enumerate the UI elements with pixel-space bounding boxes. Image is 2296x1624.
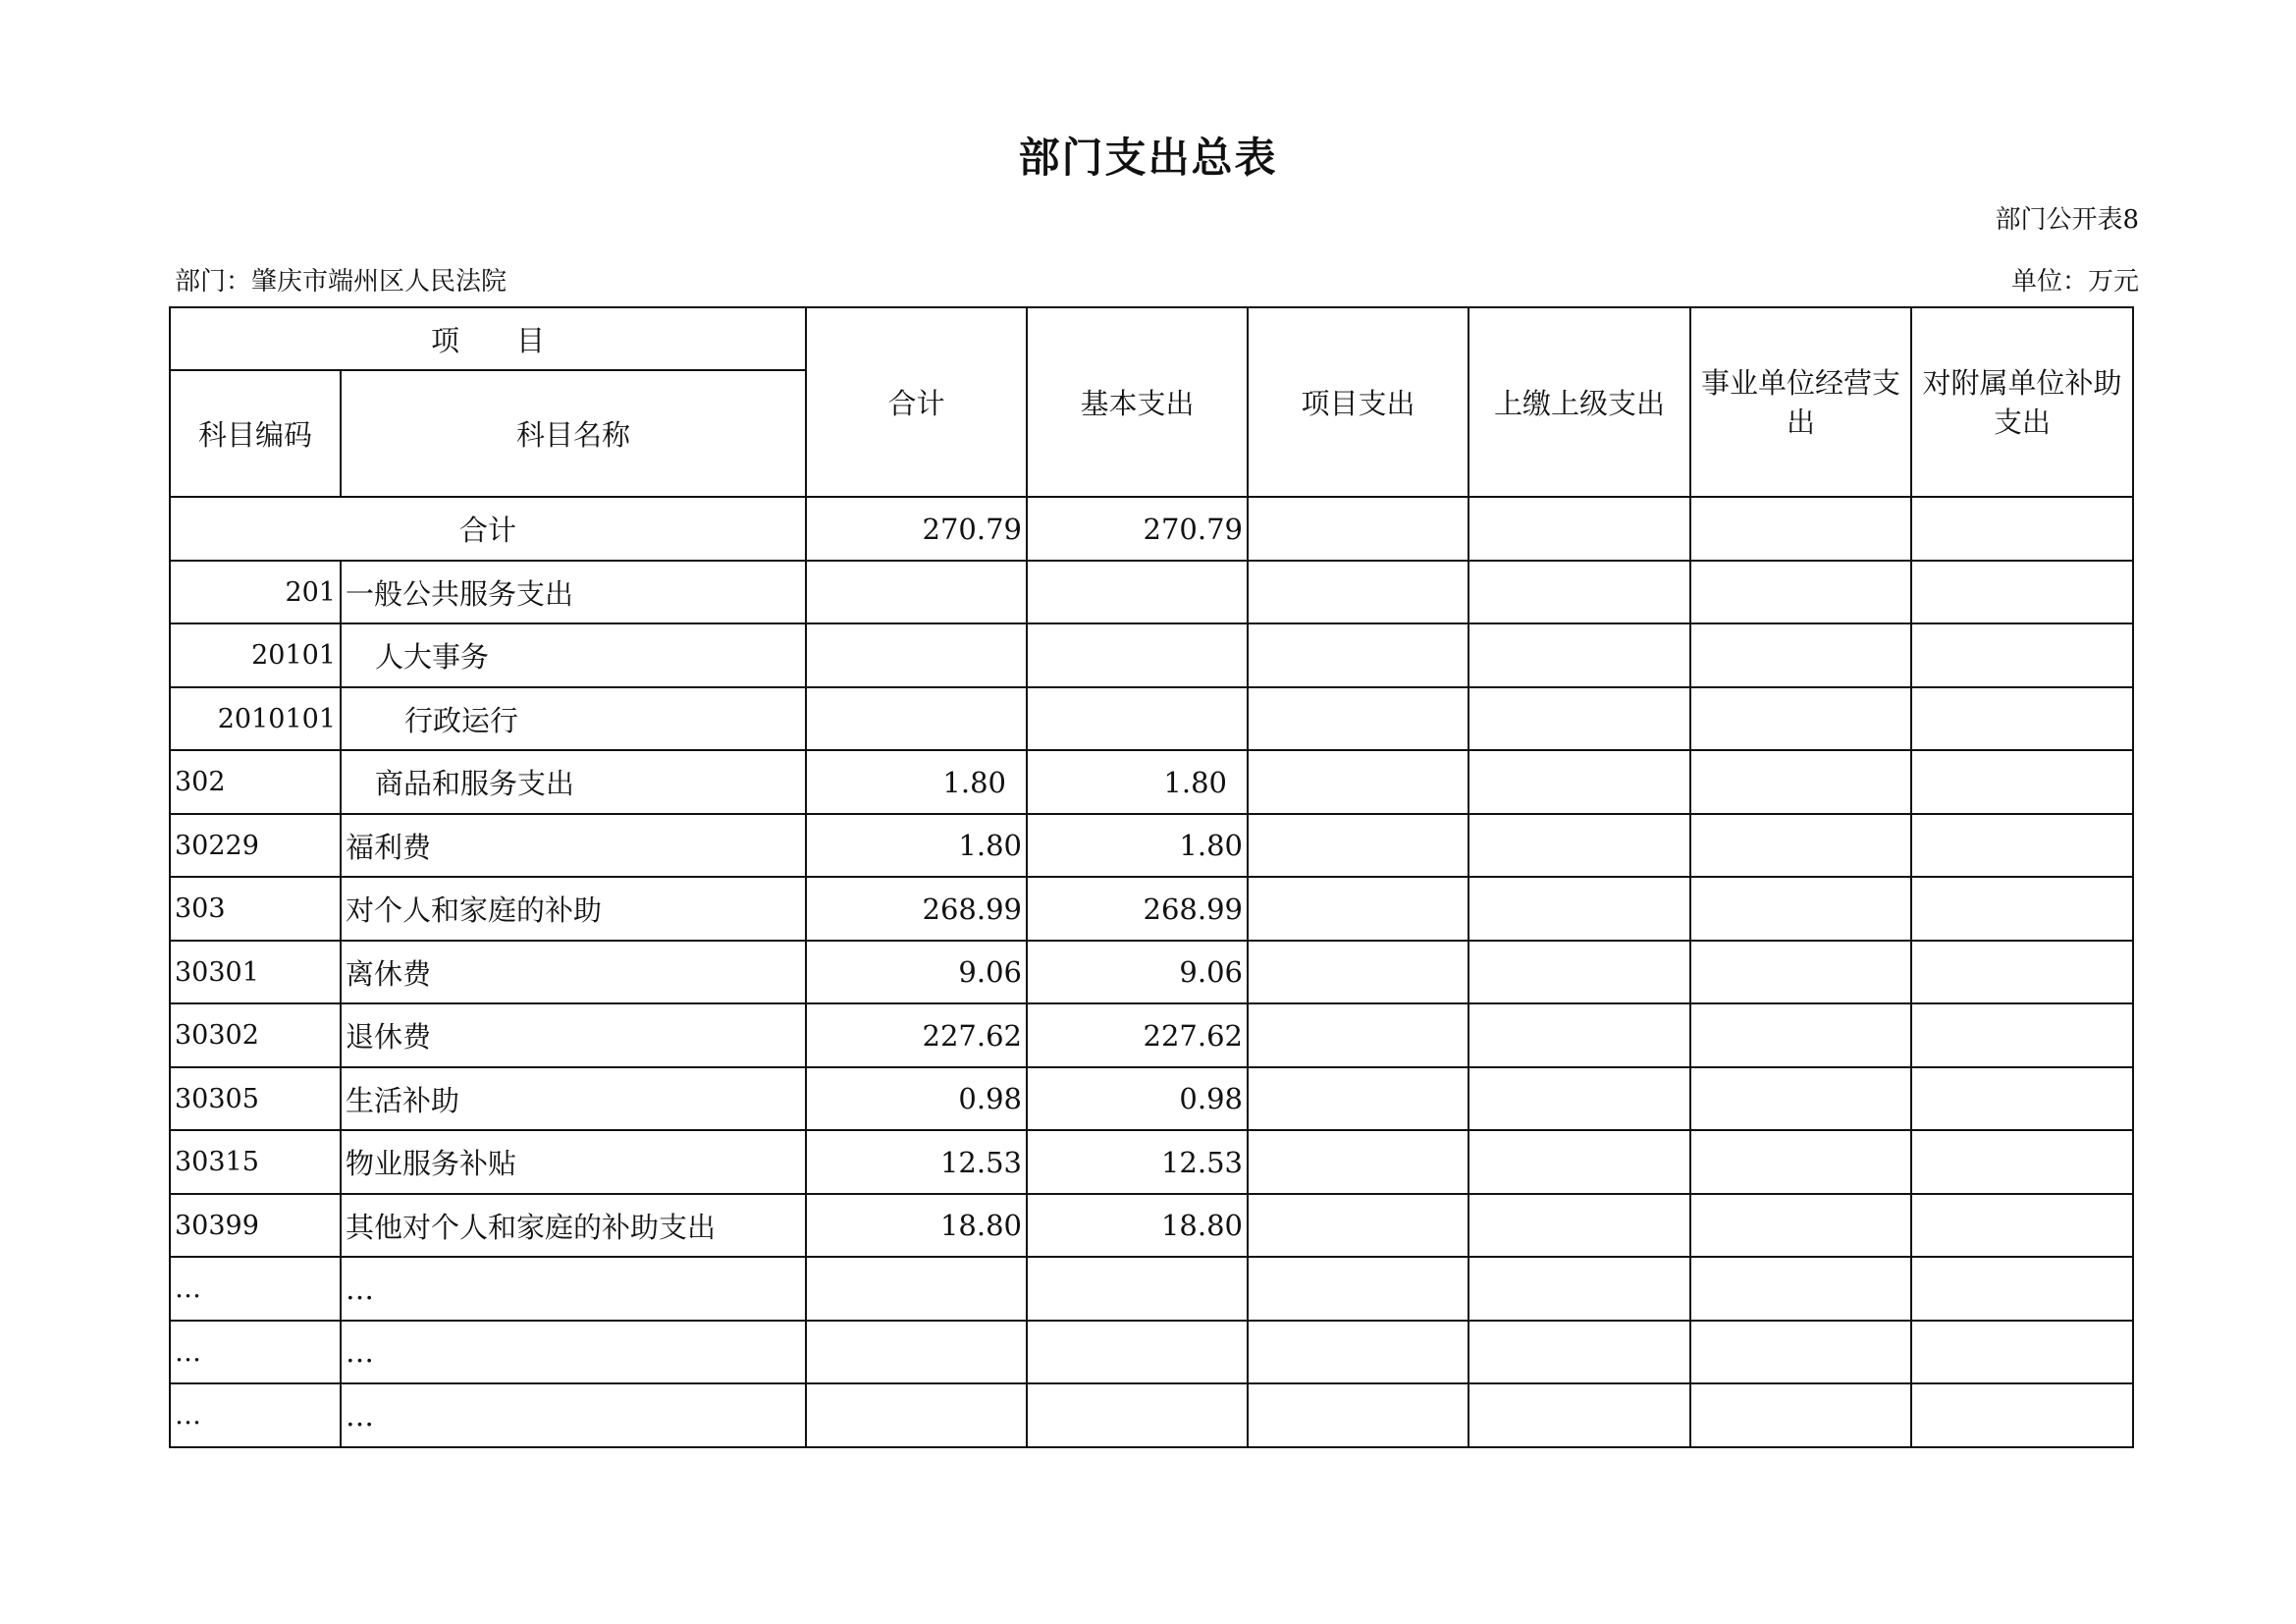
row-basic: 0.98 [1027, 1067, 1248, 1130]
row-basic: 227.62 [1027, 1003, 1248, 1067]
row-empty [1468, 877, 1690, 941]
row-total: 227.62 [806, 1003, 1027, 1067]
row-empty [1248, 1321, 1468, 1383]
row-basic: 9.06 [1027, 941, 1248, 1003]
row-basic: 12.53 [1027, 1130, 1248, 1194]
row-empty [1690, 687, 1911, 750]
row-empty [1911, 814, 2133, 877]
row-empty [1248, 877, 1468, 941]
department-label: 部门： [175, 267, 252, 297]
row-code: 30399 [170, 1194, 341, 1257]
row-empty [1248, 687, 1468, 750]
row-name: 对个人和家庭的补助 [341, 877, 806, 941]
row-total: 12.53 [806, 1130, 1027, 1194]
table-row [170, 1067, 2133, 1130]
row-basic [1027, 1257, 1248, 1321]
row-name: 一般公共服务支出 [341, 561, 806, 623]
row-name: 生活补助 [341, 1067, 806, 1130]
unit-line [2011, 261, 2139, 298]
row-empty [1690, 1067, 1911, 1130]
header-project-expenditure: 项目支出 [1248, 307, 1468, 497]
total-row-empty [1690, 497, 1911, 561]
row-code: 302 [170, 750, 341, 814]
row-empty [1468, 941, 1690, 1003]
row-code: 303 [170, 877, 341, 941]
table-row [170, 750, 2133, 814]
row-empty [1248, 941, 1468, 1003]
row-empty [1911, 1194, 2133, 1257]
row-total [806, 1383, 1027, 1447]
row-total [806, 623, 1027, 687]
row-basic [1027, 687, 1248, 750]
department-line [175, 261, 507, 298]
row-code: 30305 [170, 1067, 341, 1130]
row-empty [1248, 1067, 1468, 1130]
row-basic [1027, 561, 1248, 623]
expenditure-table [169, 306, 2134, 1448]
header-subsidiary-expenditure: 对附属单位补助支出 [1911, 307, 2133, 497]
row-empty [1468, 687, 1690, 750]
row-empty [1911, 561, 2133, 623]
row-total: 1.80 [806, 814, 1027, 877]
row-name: 退休费 [341, 1003, 806, 1067]
row-empty [1690, 1130, 1911, 1194]
total-row-empty [1911, 497, 2133, 561]
row-empty [1911, 877, 2133, 941]
row-empty [1690, 1321, 1911, 1383]
row-empty [1468, 1067, 1690, 1130]
row-empty [1911, 687, 2133, 750]
row-empty [1690, 1257, 1911, 1321]
row-empty [1248, 750, 1468, 814]
row-name: 其他对个人和家庭的补助支出 [341, 1194, 806, 1257]
row-total [806, 1257, 1027, 1321]
row-empty [1911, 1321, 2133, 1383]
row-code: … [170, 1257, 341, 1321]
row-empty [1690, 1003, 1911, 1067]
table-row [170, 814, 2133, 877]
row-empty [1690, 814, 1911, 877]
row-empty [1690, 877, 1911, 941]
total-row-empty [1248, 497, 1468, 561]
row-empty [1468, 814, 1690, 877]
page-title: 部门支出总表 [1018, 134, 1278, 182]
row-code: 30315 [170, 1130, 341, 1194]
row-total: 1.80 [806, 750, 1027, 814]
row-name: … [341, 1321, 806, 1383]
row-basic: 1.80 [1027, 814, 1248, 877]
row-empty [1248, 1194, 1468, 1257]
row-empty [1911, 1383, 2133, 1447]
row-code: 30229 [170, 814, 341, 877]
row-empty [1468, 1130, 1690, 1194]
row-name: 福利费 [341, 814, 806, 877]
row-empty [1248, 561, 1468, 623]
row-empty [1690, 941, 1911, 1003]
row-name: 行政运行 [341, 687, 806, 750]
total-row-basic: 270.79 [1027, 497, 1248, 561]
table-row [170, 1383, 2133, 1447]
unit-value: 万元 [2087, 267, 2139, 297]
row-empty [1911, 1130, 2133, 1194]
row-total: 18.80 [806, 1194, 1027, 1257]
header-basic: 基本支出 [1027, 307, 1248, 497]
table-row [170, 687, 2133, 750]
table-row [170, 941, 2133, 1003]
row-basic [1027, 623, 1248, 687]
form-number: 部门公开表8 [1995, 205, 2139, 235]
row-empty [1911, 941, 2133, 1003]
table-row [170, 877, 2133, 941]
header-total: 合计 [806, 307, 1027, 497]
row-name: 离休费 [341, 941, 806, 1003]
unit-label: 单位： [2010, 267, 2088, 297]
table-row [170, 1003, 2133, 1067]
row-empty [1690, 1194, 1911, 1257]
row-code: … [170, 1383, 341, 1447]
row-empty [1248, 1257, 1468, 1321]
row-empty [1248, 814, 1468, 877]
row-empty [1690, 623, 1911, 687]
table-row [170, 561, 2133, 623]
header-upper-payment: 上缴上级支出 [1468, 307, 1690, 497]
row-basic [1027, 1321, 1248, 1383]
row-empty [1911, 1257, 2133, 1321]
row-name: 商品和服务支出 [341, 750, 806, 814]
header-name: 科目名称 [341, 370, 806, 497]
row-total: 0.98 [806, 1067, 1027, 1130]
row-empty [1468, 1194, 1690, 1257]
row-code: 2010101 [170, 687, 341, 750]
row-name: … [341, 1383, 806, 1447]
row-code: 201 [170, 561, 341, 623]
row-empty [1468, 750, 1690, 814]
row-name: 人大事务 [341, 623, 806, 687]
row-empty [1690, 750, 1911, 814]
header-code: 科目编码 [170, 370, 341, 497]
row-basic [1027, 1383, 1248, 1447]
row-empty [1468, 623, 1690, 687]
row-name: 物业服务补贴 [341, 1130, 806, 1194]
row-code: 30302 [170, 1003, 341, 1067]
row-empty [1248, 1383, 1468, 1447]
row-empty [1911, 623, 2133, 687]
row-code: 30301 [170, 941, 341, 1003]
table-row [170, 623, 2133, 687]
row-basic: 268.99 [1027, 877, 1248, 941]
row-empty [1911, 1003, 2133, 1067]
row-name: … [341, 1257, 806, 1321]
row-empty [1690, 1383, 1911, 1447]
row-empty [1248, 1003, 1468, 1067]
header-project: 项 目 [170, 307, 806, 370]
row-empty [1690, 561, 1911, 623]
table-row [170, 1194, 2133, 1257]
row-code: … [170, 1321, 341, 1383]
row-empty [1911, 750, 2133, 814]
header-business-expenditure: 事业单位经营支出 [1690, 307, 1911, 497]
row-empty [1248, 623, 1468, 687]
row-code: 20101 [170, 623, 341, 687]
row-basic: 1.80 [1027, 750, 1248, 814]
row-total [806, 687, 1027, 750]
row-empty [1911, 1067, 2133, 1130]
table-row [170, 1321, 2133, 1383]
table-row [170, 1257, 2133, 1321]
row-total [806, 1321, 1027, 1383]
row-empty [1468, 1383, 1690, 1447]
total-row-label: 合计 [170, 497, 806, 561]
row-empty [1468, 1321, 1690, 1383]
row-empty [1468, 561, 1690, 623]
row-total: 9.06 [806, 941, 1027, 1003]
total-row-total: 270.79 [806, 497, 1027, 561]
row-empty [1248, 1130, 1468, 1194]
row-basic: 18.80 [1027, 1194, 1248, 1257]
row-total [806, 561, 1027, 623]
row-empty [1468, 1257, 1690, 1321]
total-row-empty [1468, 497, 1690, 561]
row-total: 268.99 [806, 877, 1027, 941]
department-name: 肇庆市端州区人民法院 [251, 267, 507, 297]
row-empty [1468, 1003, 1690, 1067]
table-row [170, 1130, 2133, 1194]
